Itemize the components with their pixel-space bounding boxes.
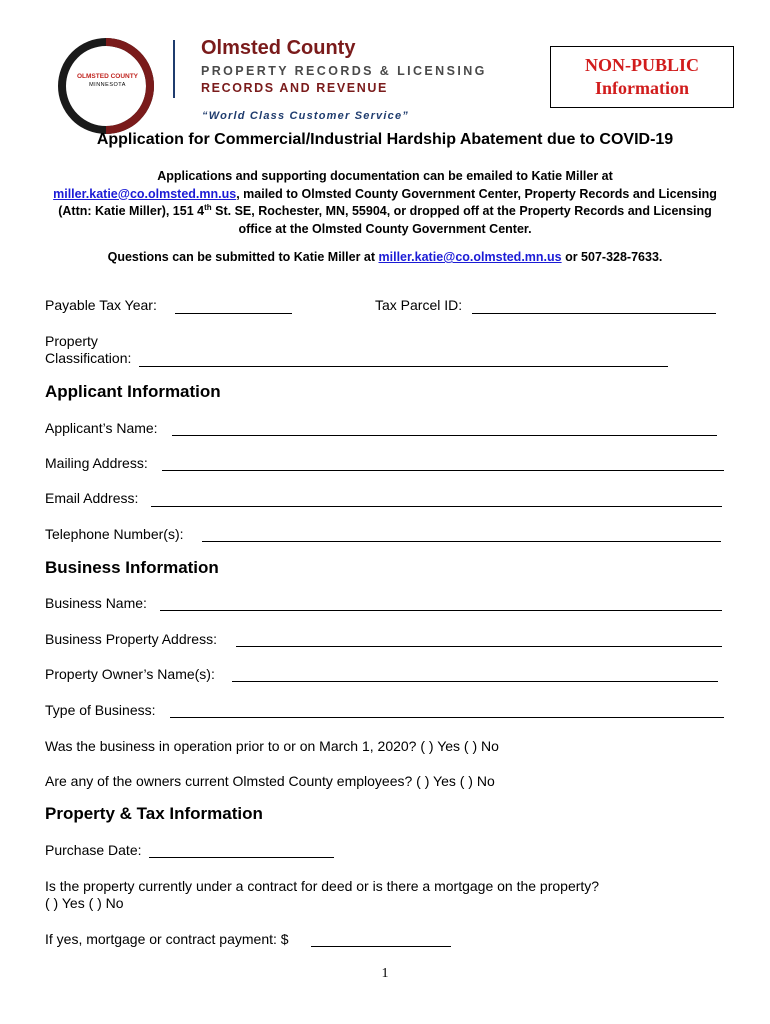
- business-name-field[interactable]: [160, 610, 722, 611]
- contract-options[interactable]: ( ) Yes ( ) No: [45, 895, 124, 911]
- applicant-heading: Applicant Information: [45, 382, 221, 401]
- classification-field[interactable]: [139, 366, 668, 367]
- business-type-field[interactable]: [170, 717, 724, 718]
- tax-year-field[interactable]: [175, 313, 292, 314]
- non-public-label: NON-PUBLIC: [584, 55, 699, 75]
- classification-label-1: Property: [45, 333, 98, 349]
- business-type-label: Type of Business:: [45, 702, 156, 718]
- department-line2: RECORDS AND REVENUE: [201, 81, 388, 95]
- payment-label: If yes, mortgage or contract payment: $: [45, 931, 289, 947]
- parcel-id-field[interactable]: [472, 313, 716, 314]
- telephone-field[interactable]: [202, 541, 721, 542]
- purchase-date-label: Purchase Date:: [45, 842, 142, 858]
- department-line1: PROPERTY RECORDS & LICENSING: [201, 64, 487, 78]
- mailing-address-field[interactable]: [162, 470, 724, 471]
- property-heading: Property & Tax Information: [45, 804, 263, 823]
- questions-email-link[interactable]: miller.katie@co.olmsted.mn.us: [378, 250, 562, 264]
- intro-sup: th: [204, 202, 212, 212]
- non-public-badge: [550, 46, 734, 108]
- intro-mid: , mailed to Olmsted County Government Center, Property Records and Licensing (Attn: Katie Miller), 151 4: [58, 186, 717, 218]
- parcel-id-label: Tax Parcel ID:: [375, 297, 463, 313]
- logo-text: [70, 73, 145, 89]
- business-address-field[interactable]: [236, 646, 722, 647]
- applicant-name-label: Applicant’s Name:: [45, 420, 158, 436]
- page-number: 1: [381, 966, 389, 981]
- owner-name-label: Property Owner’s Name(s):: [45, 666, 215, 682]
- employee-question[interactable]: Are any of the owners current Olmsted County employees? ( ) Yes ( ) No: [45, 773, 495, 789]
- questions-line: [0, 250, 770, 264]
- applicant-name-field[interactable]: [172, 435, 717, 436]
- email-address-field[interactable]: [151, 506, 722, 507]
- purchase-date-field[interactable]: [149, 857, 334, 858]
- intro-start: Applications and supporting documentation can be emailed to Katie Miller at: [157, 169, 613, 183]
- header-divider: [173, 40, 175, 98]
- slogan: “World Class Customer Service”: [202, 110, 409, 122]
- telephone-label: Telephone Number(s):: [45, 526, 184, 542]
- intro-paragraph: [40, 168, 730, 238]
- contract-question: Is the property currently under a contract for deed or is there a mortgage on the property?: [45, 878, 600, 894]
- questions-start: Questions can be submitted to Katie Miller at: [107, 250, 379, 264]
- business-address-label: Business Property Address:: [45, 631, 217, 647]
- tax-year-label: Payable Tax Year:: [45, 297, 157, 313]
- information-label: Information: [595, 78, 689, 98]
- logo-line2: MINNESOTA: [89, 82, 126, 88]
- business-heading: Business Information: [45, 558, 219, 577]
- operation-question[interactable]: Was the business in operation prior to or on March 1, 2020? ( ) Yes ( ) No: [45, 738, 499, 754]
- classification-label-2: Classification:: [45, 350, 132, 366]
- logo-line1: OLMSTED COUNTY: [76, 73, 139, 80]
- page-title: Application for Commercial/Industrial Hardship Abatement due to COVID-19: [96, 131, 674, 148]
- intro-end: St. SE, Rochester, MN, 55904, or dropped off at the Property Records and Licensing office at the Olmsted County Government Center.: [211, 204, 712, 236]
- business-name-label: Business Name:: [45, 595, 147, 611]
- email-link[interactable]: miller.katie@co.olmsted.mn.us: [53, 186, 237, 201]
- questions-end: or 507-328-7633.: [561, 250, 663, 264]
- email-address-label: Email Address:: [45, 490, 139, 506]
- county-name: Olmsted County: [201, 37, 356, 59]
- payment-field[interactable]: [311, 946, 451, 947]
- mailing-address-label: Mailing Address:: [45, 455, 148, 471]
- owner-name-field[interactable]: [232, 681, 718, 682]
